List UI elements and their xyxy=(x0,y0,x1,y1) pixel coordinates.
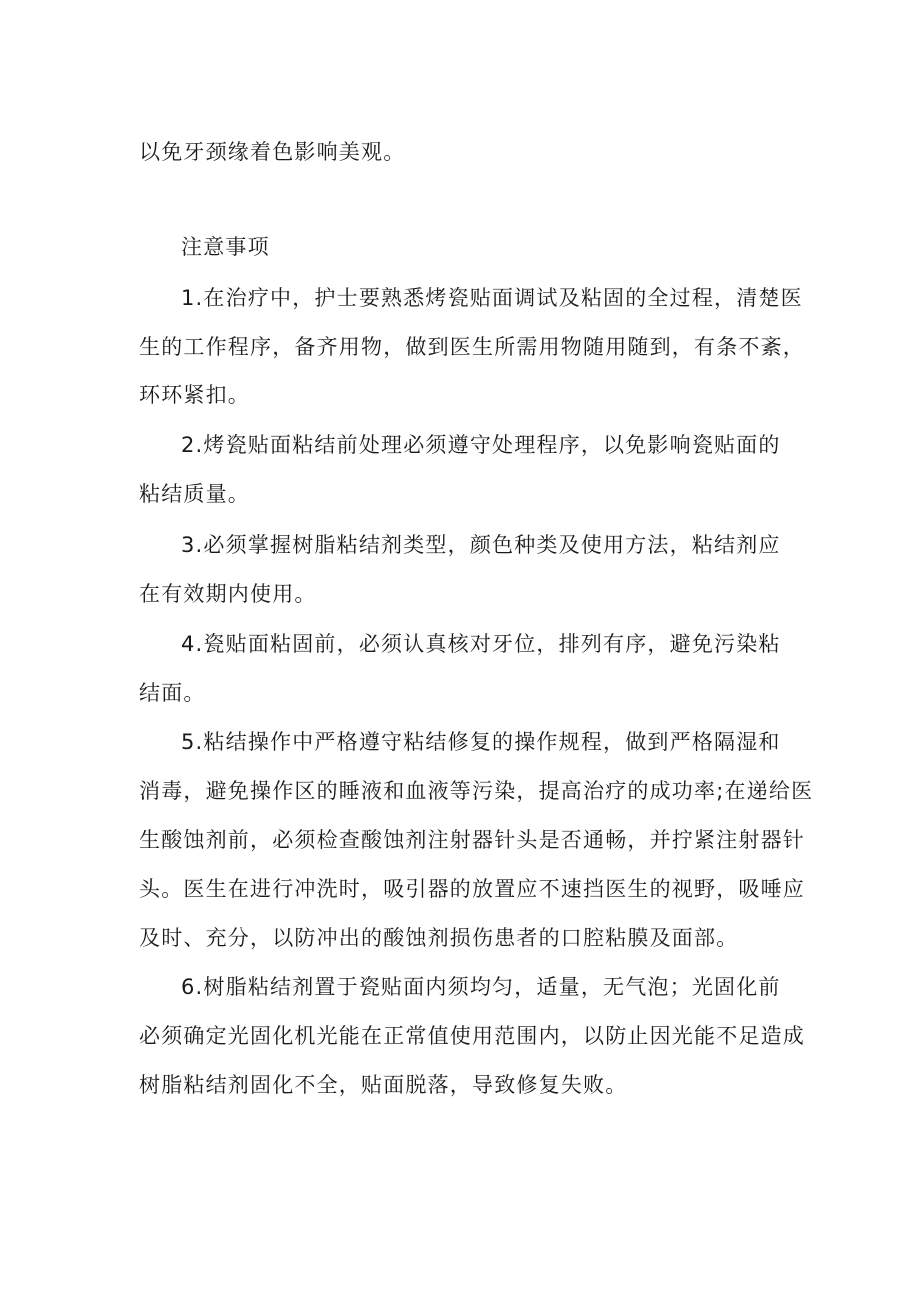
item-3-line-1: 3.必须掌握树脂粘结剂类型，颜色种类及使用方法，粘结剂应 xyxy=(181,533,781,557)
item-2-line-2: 粘结质量。 xyxy=(139,482,250,506)
item-6-line-3: 树脂粘结剂固化不全，贴面脱落，导致修复失败。 xyxy=(139,1073,628,1097)
item-5-line-3: 生酸蚀剂前，必须检查酸蚀剂注射器针头是否通畅，并拧紧注射器针 xyxy=(139,828,805,852)
item-1-line-1: 1.在治疗中，护士要熟悉烤瓷贴面调试及粘固的全过程，清楚医 xyxy=(181,286,803,310)
continuation-line: 以免牙颈缘着色影响美观。 xyxy=(139,140,406,164)
item-1-line-3: 环环紧扣。 xyxy=(139,383,250,407)
item-5-line-4: 头。医生在进行冲洗时，吸引器的放置应不速挡医生的视野，吸唾应 xyxy=(139,877,805,901)
item-4-line-2: 结面。 xyxy=(139,681,206,705)
item-4-line-1: 4.瓷贴面粘固前，必须认真核对牙位，排列有序，避免污染粘 xyxy=(181,632,781,656)
item-5-line-2: 消毒，避免操作区的睡液和血液等污染，提高治疗的成功率;在递给医 xyxy=(139,779,814,803)
item-6-line-2: 必须确定光固化机光能在正常值使用范围内，以防止因光能不足造成 xyxy=(139,1024,805,1048)
item-6-line-1: 6.树脂粘结剂置于瓷贴面内须均匀，适量，无气泡；光固化前 xyxy=(181,975,781,999)
item-5-line-1: 5.粘结操作中严格遵守粘结修复的操作规程，做到严格隔湿和 xyxy=(181,730,781,754)
item-3-line-2: 在有效期内使用。 xyxy=(139,582,317,606)
item-2-line-1: 2.烤瓷贴面粘结前处理必须遵守处理程序，以免影响瓷贴面的 xyxy=(181,433,781,457)
item-1-line-2: 生的工作程序，备齐用物，做到医生所需用物随用随到，有条不紊， xyxy=(139,335,805,359)
item-5-line-5: 及时、充分，以防冲出的酸蚀剂损伤患者的口腔粘膜及面部。 xyxy=(139,926,739,950)
section-heading: 注意事项 xyxy=(181,235,270,259)
